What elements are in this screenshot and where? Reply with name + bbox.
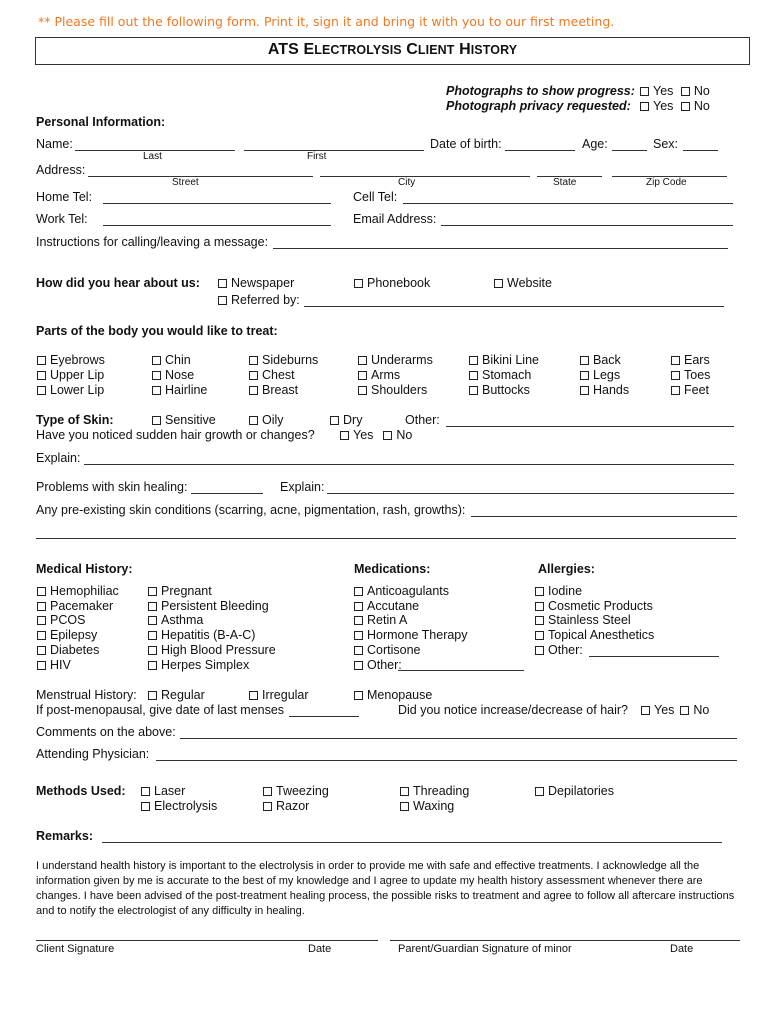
cell-tel-field[interactable]	[403, 203, 733, 204]
oily-checkbox[interactable]	[249, 416, 258, 425]
home-tel-field[interactable]	[103, 203, 331, 204]
back-checkbox[interactable]	[580, 356, 589, 365]
underarms-label: Underarms	[371, 353, 433, 367]
hepatitis-b-a-c-checkbox[interactable]	[148, 631, 157, 640]
guardian-signature-line[interactable]	[390, 940, 740, 941]
lower-lip-label: Lower Lip	[50, 383, 105, 397]
option-hiv	[37, 658, 71, 672]
toes-label: Toes	[684, 368, 711, 382]
feet-label: Feet	[684, 383, 710, 397]
persistent-bleeding-label: Persistent Bleeding	[161, 598, 269, 613]
toes-checkbox[interactable]	[671, 371, 680, 380]
sex-label: Sex:	[653, 137, 679, 151]
menstrual-regular	[148, 688, 205, 702]
iodine-checkbox[interactable]	[535, 587, 544, 596]
stomach-label: Stomach	[482, 368, 532, 382]
arms-label: Arms	[371, 368, 401, 382]
remarks-label: Remarks:	[36, 829, 93, 843]
accutane-checkbox[interactable]	[354, 602, 363, 611]
skin-other-label: Other:	[405, 413, 440, 427]
option-laser	[141, 784, 185, 798]
option-ears	[671, 353, 710, 367]
waxing-label: Waxing	[413, 799, 455, 813]
asthma-label: Asthma	[161, 613, 204, 628]
anticoagulants-label: Anticoagulants	[367, 584, 450, 598]
irregular-label: Irregular	[262, 688, 309, 702]
upper-lip-label: Upper Lip	[50, 368, 105, 382]
dob-field[interactable]	[505, 150, 575, 151]
option-hands	[580, 383, 629, 397]
chin-checkbox[interactable]	[152, 356, 161, 365]
phonebook-checkbox[interactable]	[354, 279, 363, 288]
pregnant-label: Pregnant	[161, 584, 212, 598]
cosmetic-products-checkbox[interactable]	[535, 602, 544, 611]
retin-a-checkbox[interactable]	[354, 616, 363, 625]
work-tel-label: Work Tel:	[36, 212, 88, 226]
photo-privacy-label: Photograph privacy requested:	[446, 99, 631, 113]
growth-no-checkbox[interactable]	[383, 431, 392, 440]
newspaper-label: Newspaper	[231, 276, 295, 290]
pcos-label: PCOS	[50, 613, 86, 628]
skin-oily	[249, 413, 284, 427]
zip-sublabel: Zip Code	[646, 177, 687, 188]
hormone-therapy-checkbox[interactable]	[354, 631, 363, 640]
option-high-blood-pressure	[148, 643, 276, 657]
growth-yes-checkbox[interactable]	[340, 431, 349, 440]
photo-progress-no-checkbox[interactable]	[681, 87, 690, 96]
skin-other-field[interactable]	[446, 426, 734, 427]
photo-privacy-yes-checkbox[interactable]	[640, 102, 649, 111]
option-iodine	[535, 584, 582, 598]
option-stomach	[469, 368, 531, 382]
accutane-label: Accutane	[367, 598, 420, 613]
stomach-checkbox[interactable]	[469, 371, 478, 380]
option-razor	[263, 799, 309, 813]
city-sublabel: City	[398, 177, 416, 188]
no-label: No	[396, 428, 413, 442]
skin-sensitive	[152, 413, 216, 427]
asthma-checkbox[interactable]	[148, 616, 157, 625]
photo-progress-label: Photographs to show progress:	[446, 84, 635, 98]
pacemaker-label: Pacemaker	[50, 598, 114, 613]
skin-type-label: Type of Skin:	[36, 413, 114, 427]
hiv-checkbox[interactable]	[37, 661, 46, 670]
diabetes-label: Diabetes	[50, 642, 100, 657]
herpes-simplex-label: Herpes Simplex	[161, 657, 250, 672]
high-blood-pressure-checkbox[interactable]	[148, 646, 157, 655]
medications-other-field[interactable]	[398, 670, 524, 671]
cortisone-checkbox[interactable]	[354, 646, 363, 655]
allergies-heading: Allergies:	[538, 562, 595, 576]
city-field[interactable]	[320, 176, 530, 177]
methods-label: Methods Used:	[36, 784, 126, 798]
physician-field[interactable]	[156, 760, 737, 761]
option-pcos	[37, 613, 85, 627]
option-lower-lip	[37, 383, 104, 397]
option-anticoagulants	[354, 584, 449, 598]
hands-label: Hands	[593, 383, 630, 397]
medical-history-heading: Medical History:	[36, 562, 133, 576]
option-legs	[580, 368, 620, 382]
phonebook-label: Phonebook	[367, 276, 431, 290]
option-tweezing	[263, 784, 329, 798]
option-eyebrows	[37, 353, 105, 367]
explain-field[interactable]	[84, 464, 734, 465]
age-label: Age:	[582, 137, 608, 151]
name-label: Name:	[36, 137, 73, 151]
website-checkbox[interactable]	[494, 279, 503, 288]
email-field[interactable]	[441, 225, 733, 226]
retin-a-label: Retin A	[367, 613, 408, 628]
hands-checkbox[interactable]	[580, 386, 589, 395]
buttocks-label: Buttocks	[482, 383, 530, 397]
instructions-label: Instructions for calling/leaving a message:	[36, 235, 269, 249]
razor-label: Razor	[276, 799, 310, 813]
photo-progress-yes-checkbox[interactable]	[640, 87, 649, 96]
option-upper-lip	[37, 368, 104, 382]
no-label: No	[693, 84, 710, 98]
hair-change-yes-checkbox[interactable]	[641, 706, 650, 715]
lower-lip-checkbox[interactable]	[37, 386, 46, 395]
form-title: ATS ELECTROLYSIS CLIENT HISTORY	[267, 41, 518, 58]
consent-paragraph: I understand health history is important to the electrolysis in order to provide me with safe and effective treatments. I acknowledge all the information given by me is accurate to the best of my knowledge and I agree to update my health history assessment whenever there are changes. I have been advised of the post-treatment healing process, the possible risks to treatment and agree to follow all aftercare instructions and to notify the electrologist of any difficulty in healing.	[36, 860, 735, 917]
topical-anesthetics-checkbox[interactable]	[535, 631, 544, 640]
healing-field[interactable]	[191, 493, 263, 494]
laser-checkbox[interactable]	[141, 787, 150, 796]
yes-label: Yes	[654, 703, 675, 717]
hairline-label: Hairline	[165, 383, 208, 397]
topical-anesthetics-label: Topical Anesthetics	[548, 628, 655, 643]
dry-label: Dry	[343, 413, 363, 427]
eyebrows-checkbox[interactable]	[37, 356, 46, 365]
sensitive-checkbox[interactable]	[152, 416, 161, 425]
hemophiliac-label: Hemophiliac	[50, 584, 119, 598]
hormone-therapy-label: Hormone Therapy	[367, 628, 468, 643]
waxing-checkbox[interactable]	[400, 802, 409, 811]
electrolysis-checkbox[interactable]	[141, 802, 150, 811]
email-label: Email Address:	[353, 212, 437, 226]
hair-growth-options	[340, 428, 412, 442]
guardian-signature-label: Parent/Guardian Signature of minor	[398, 943, 572, 955]
hear-referred	[218, 293, 300, 307]
other-checkbox[interactable]	[535, 646, 544, 655]
laser-label: Laser	[154, 784, 186, 798]
option-asthma	[148, 613, 203, 627]
sensitive-label: Sensitive	[165, 413, 216, 427]
referred-by-field[interactable]	[304, 306, 724, 307]
title-box	[35, 37, 750, 65]
medications-heading: Medications:	[354, 562, 431, 576]
feet-checkbox[interactable]	[671, 386, 680, 395]
preexisting-field-2[interactable]	[36, 538, 736, 539]
anticoagulants-checkbox[interactable]	[354, 587, 363, 596]
hear-about-label: How did you hear about us:	[36, 276, 200, 290]
option-threading	[400, 784, 469, 798]
allergies-other-field[interactable]	[589, 656, 719, 657]
photo-privacy-options	[640, 99, 710, 113]
electrolysis-label: Electrolysis	[154, 799, 218, 813]
first-sublabel: First	[307, 151, 327, 162]
regular-checkbox[interactable]	[148, 691, 157, 700]
guardian-date-label: Date	[670, 943, 694, 955]
cortisone-label: Cortisone	[367, 642, 421, 657]
legs-checkbox[interactable]	[580, 371, 589, 380]
street-field[interactable]	[88, 176, 313, 177]
option-accutane	[354, 599, 419, 613]
option-other	[535, 643, 583, 657]
sex-field[interactable]	[683, 150, 718, 151]
option-buttocks	[469, 383, 530, 397]
hear-phonebook	[354, 276, 430, 290]
menopause-checkbox[interactable]	[354, 691, 363, 700]
last-menses-field[interactable]	[289, 716, 359, 717]
regular-label: Regular	[161, 688, 205, 702]
option-depilatories	[535, 784, 614, 798]
comments-label: Comments on the above:	[36, 725, 176, 739]
buttocks-checkbox[interactable]	[469, 386, 478, 395]
option-cortisone	[354, 643, 421, 657]
option-shoulders	[358, 383, 427, 397]
depilatories-checkbox[interactable]	[535, 787, 544, 796]
hemophiliac-checkbox[interactable]	[37, 587, 46, 596]
website-label: Website	[507, 276, 552, 290]
option-other	[354, 658, 402, 672]
option-hemophiliac	[37, 584, 119, 598]
arms-checkbox[interactable]	[358, 371, 367, 380]
shoulders-label: Shoulders	[371, 383, 428, 397]
cell-tel-label: Cell Tel:	[353, 190, 398, 204]
referred-checkbox[interactable]	[218, 296, 227, 305]
nose-checkbox[interactable]	[152, 371, 161, 380]
photo-privacy-no-checkbox[interactable]	[681, 102, 690, 111]
hair-change-question: Did you notice increase/decrease of hair?	[398, 703, 628, 717]
age-field[interactable]	[612, 150, 647, 151]
work-tel-field[interactable]	[103, 225, 331, 226]
comments-field[interactable]	[180, 738, 737, 739]
option-retin-a	[354, 613, 407, 627]
tweezing-checkbox[interactable]	[263, 787, 272, 796]
hair-change-no-checkbox[interactable]	[680, 706, 689, 715]
no-label: No	[693, 703, 710, 717]
option-herpes-simplex	[148, 658, 249, 672]
option-pregnant	[148, 584, 212, 598]
street-sublabel: Street	[172, 177, 199, 188]
option-pacemaker	[37, 599, 113, 613]
hepatitis-b-a-c-label: Hepatitis (B-A-C)	[161, 628, 256, 643]
remarks-field[interactable]	[102, 842, 722, 843]
chest-label: Chest	[262, 368, 295, 382]
option-hairline	[152, 383, 207, 397]
option-chin	[152, 353, 191, 367]
other-label: Other:	[367, 657, 402, 672]
menstrual-menopause	[354, 688, 432, 702]
option-underarms	[358, 353, 433, 367]
high-blood-pressure-label: High Blood Pressure	[161, 642, 276, 657]
nose-label: Nose	[165, 368, 195, 382]
tweezing-label: Tweezing	[276, 784, 329, 798]
healing-explain-field[interactable]	[327, 493, 734, 494]
client-date-label: Date	[308, 943, 332, 955]
healing-explain-label: Explain:	[280, 480, 325, 494]
option-hepatitis-b-a-c	[148, 628, 255, 642]
client-signature-line[interactable]	[36, 940, 378, 941]
hair-change-options	[641, 703, 709, 717]
bikini-line-checkbox[interactable]	[469, 356, 478, 365]
client-signature-label: Client Signature	[36, 943, 115, 955]
epilepsy-checkbox[interactable]	[37, 631, 46, 640]
healing-label: Problems with skin healing:	[36, 480, 188, 494]
hear-newspaper	[218, 276, 294, 290]
iodine-label: Iodine	[548, 584, 583, 598]
back-label: Back	[593, 353, 621, 367]
option-chest	[249, 368, 295, 382]
hiv-label: HIV	[50, 657, 71, 672]
oily-label: Oily	[262, 413, 284, 427]
option-breast	[249, 383, 298, 397]
pcos-checkbox[interactable]	[37, 616, 46, 625]
hair-growth-question: Have you noticed sudden hair growth or changes?	[36, 428, 315, 442]
ears-label: Ears	[684, 353, 710, 367]
threading-checkbox[interactable]	[400, 787, 409, 796]
last-sublabel: Last	[143, 151, 162, 162]
preexisting-label: Any pre-existing skin conditions (scarring, acne, pigmentation, rash, growths):	[36, 503, 466, 517]
stainless-steel-label: Stainless Steel	[548, 613, 631, 628]
first-name-field[interactable]	[244, 150, 424, 151]
menstrual-label: Menstrual History:	[36, 688, 137, 702]
chest-checkbox[interactable]	[249, 371, 258, 380]
option-back	[580, 353, 621, 367]
underarms-checkbox[interactable]	[358, 356, 367, 365]
threading-label: Threading	[413, 784, 470, 798]
sideburns-checkbox[interactable]	[249, 356, 258, 365]
depilatories-label: Depilatories	[548, 784, 615, 798]
yes-label: Yes	[353, 428, 374, 442]
form-instructions-notice: ** Please fill out the following form. Print it, sign it and bring it with you to our first meeting.	[38, 14, 615, 29]
ears-checkbox[interactable]	[671, 356, 680, 365]
instructions-field[interactable]	[273, 248, 728, 249]
post-menopausal-label: If post-menopausal, give date of last menses	[36, 703, 285, 717]
option-toes	[671, 368, 710, 382]
diabetes-checkbox[interactable]	[37, 646, 46, 655]
hear-website	[494, 276, 552, 290]
skin-dry	[330, 413, 362, 427]
photo-progress-options	[640, 84, 710, 98]
option-hormone-therapy	[354, 628, 468, 642]
option-topical-anesthetics	[535, 628, 654, 642]
yes-label: Yes	[653, 99, 674, 113]
menstrual-irregular	[249, 688, 309, 702]
option-diabetes	[37, 643, 99, 657]
no-label: No	[693, 99, 710, 113]
dob-label: Date of birth:	[430, 137, 502, 151]
physician-label: Attending Physician:	[36, 747, 150, 761]
home-tel-label: Home Tel:	[36, 190, 93, 204]
state-sublabel: State	[553, 177, 577, 188]
cosmetic-products-label: Cosmetic Products	[548, 598, 653, 613]
referred-label: Referred by:	[231, 293, 300, 307]
bikini-line-label: Bikini Line	[482, 353, 539, 367]
upper-lip-checkbox[interactable]	[37, 371, 46, 380]
shoulders-checkbox[interactable]	[358, 386, 367, 395]
explain-label: Explain:	[36, 451, 81, 465]
option-epilepsy	[37, 628, 97, 642]
option-nose	[152, 368, 194, 382]
eyebrows-label: Eyebrows	[50, 353, 105, 367]
stainless-steel-checkbox[interactable]	[535, 616, 544, 625]
hairline-checkbox[interactable]	[152, 386, 161, 395]
sideburns-label: Sideburns	[262, 353, 319, 367]
option-cosmetic-products	[535, 599, 653, 613]
legs-label: Legs	[593, 368, 621, 382]
address-label: Address:	[36, 163, 86, 177]
option-stainless-steel	[535, 613, 631, 627]
personal-info-heading: Personal Information:	[36, 115, 166, 129]
breast-label: Breast	[262, 383, 299, 397]
irregular-checkbox[interactable]	[249, 691, 258, 700]
option-electrolysis	[141, 799, 217, 813]
breast-checkbox[interactable]	[249, 386, 258, 395]
other-label: Other:	[548, 642, 583, 657]
option-bikini-line	[469, 353, 539, 367]
chin-label: Chin	[165, 353, 191, 367]
option-persistent-bleeding	[148, 599, 269, 613]
preexisting-field[interactable]	[471, 516, 737, 517]
newspaper-checkbox[interactable]	[218, 279, 227, 288]
option-feet	[671, 383, 709, 397]
persistent-bleeding-checkbox[interactable]	[148, 602, 157, 611]
option-waxing	[400, 799, 454, 813]
epilepsy-label: Epilepsy	[50, 628, 98, 643]
pacemaker-checkbox[interactable]	[37, 602, 46, 611]
razor-checkbox[interactable]	[263, 802, 272, 811]
dry-checkbox[interactable]	[330, 416, 339, 425]
pregnant-checkbox[interactable]	[148, 587, 157, 596]
body-parts-heading: Parts of the body you would like to treat:	[36, 324, 278, 338]
menopause-label: Menopause	[367, 688, 433, 702]
other-checkbox[interactable]	[354, 661, 363, 670]
yes-label: Yes	[653, 84, 674, 98]
option-sideburns	[249, 353, 318, 367]
option-arms	[358, 368, 400, 382]
herpes-simplex-checkbox[interactable]	[148, 661, 157, 670]
